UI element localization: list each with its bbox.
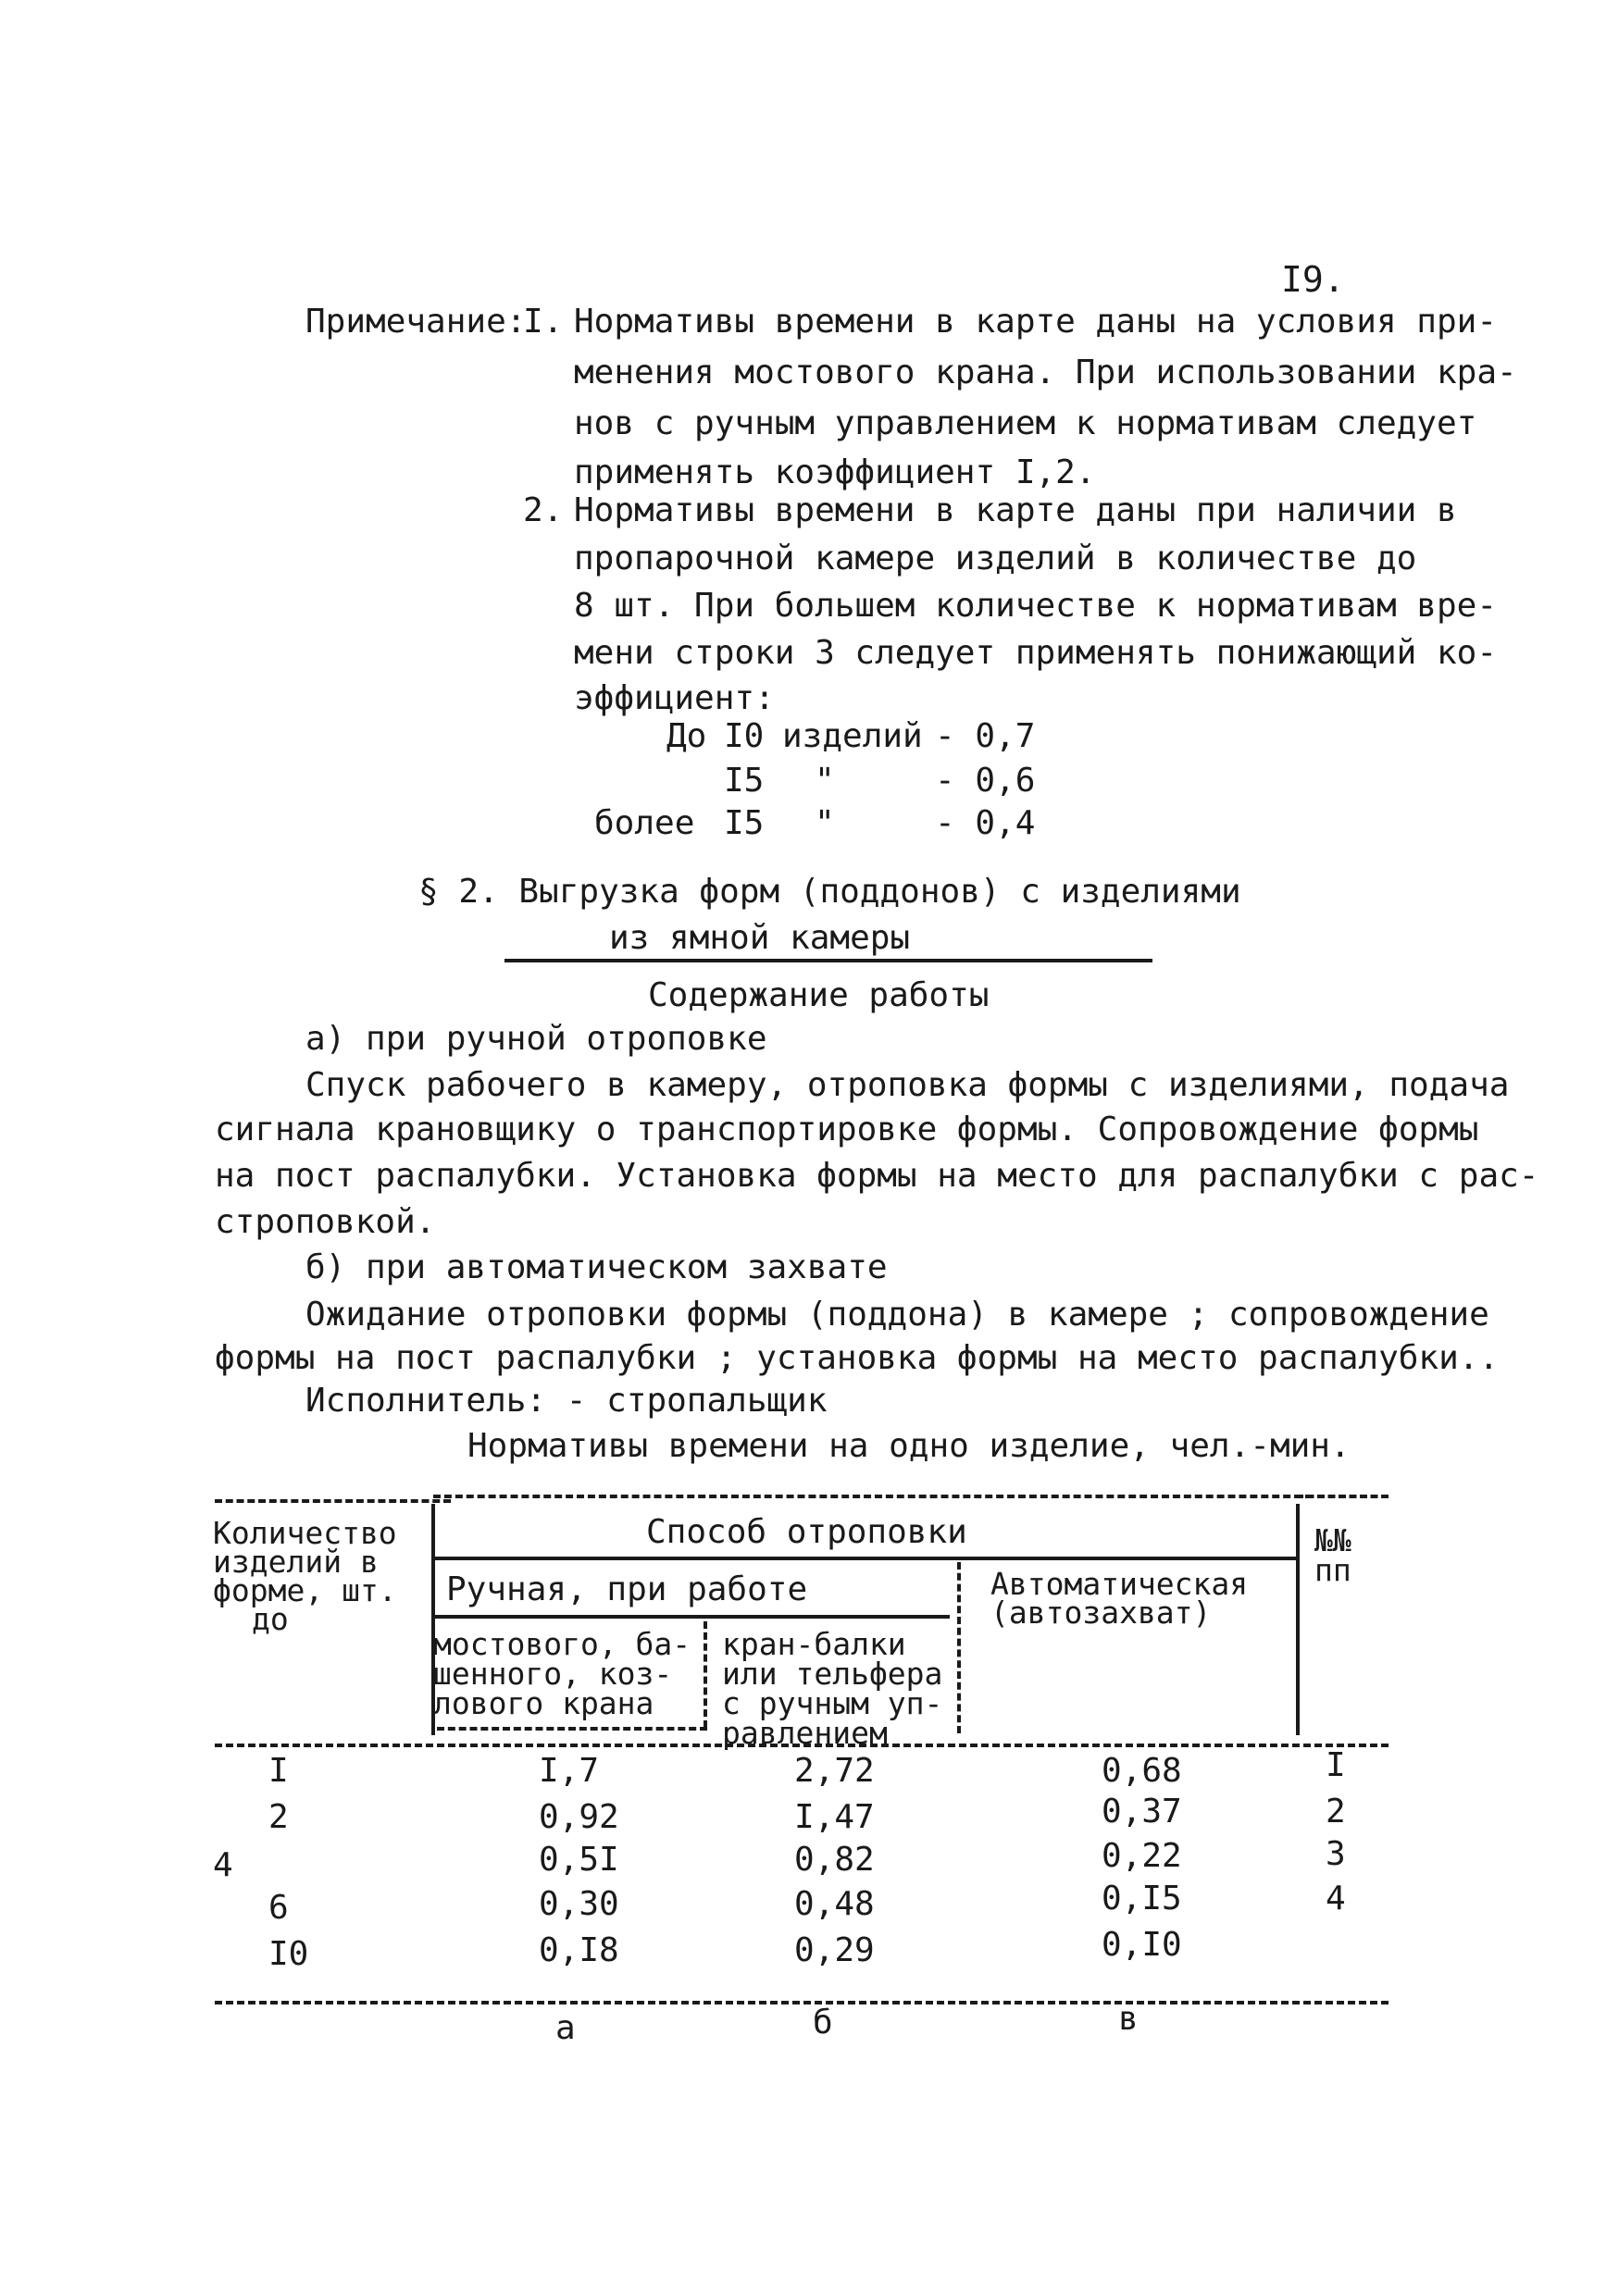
manual-a-header: шенного, коз- (433, 1656, 673, 1692)
row-count: 6 (268, 1889, 289, 1927)
note-item-1-line: менения мостового крана. При использовании кра- (574, 354, 1517, 391)
auto-text-line: Ожидание отроповки формы (поддона) в камере ; сопровождение (305, 1296, 1489, 1334)
column-label-b: б (813, 2004, 833, 2042)
manual-text-line: Спуск рабочего в камеру, отроповка формы с изделиями, подача (305, 1066, 1510, 1104)
coef-value: - 0,7 (935, 717, 1036, 755)
manual-b-header: с ручным уп- (722, 1685, 943, 1721)
performer: Исполнитель: - стропальщик (305, 1382, 828, 1420)
auto-text-line: формы на пост распалубки ; установка формы на место распалубки.. (215, 1339, 1500, 1377)
table-top-rule (1296, 1495, 1389, 1498)
row-count: 4 (213, 1846, 233, 1884)
section-title: § 2. Выгрузка форм (поддонов) с изделиями (418, 873, 1241, 911)
row-number: 2 (1326, 1793, 1346, 1831)
manual-b-header: или тельфера (722, 1656, 943, 1692)
note-item-2-line: 8 шт. При большем количестве к нормативам вре- (574, 587, 1497, 625)
page-number: I9. (1281, 259, 1345, 300)
table-rule (437, 1727, 707, 1731)
title-underline (504, 959, 1152, 962)
table-top-rule (433, 1495, 1313, 1498)
cell-auto: 0,22 (1102, 1837, 1182, 1875)
cell-manual-a: 0,5I (539, 1841, 619, 1879)
row-number-header: пп (1314, 1552, 1351, 1588)
cell-manual-b: I,47 (794, 1798, 875, 1836)
note-item-1-line: применять коэффициент I,2. (574, 453, 1096, 491)
table-divider (1296, 1504, 1300, 1735)
note-item-1-line: нов с ручным управлением к нормативам следует (574, 404, 1477, 442)
note-label: Примечание: (305, 303, 527, 341)
manual-heading: а) при ручной отроповке (305, 1020, 767, 1058)
table-rule (431, 1615, 950, 1619)
table-rule (431, 1557, 1296, 1560)
coef-count: I0 (724, 717, 765, 755)
col-count-header: изделий в (213, 1544, 379, 1580)
coef-value: - 0,4 (935, 804, 1036, 842)
table-divider (704, 1621, 707, 1728)
cell-auto: 0,37 (1102, 1793, 1182, 1831)
cell-manual-b: 0,82 (794, 1841, 875, 1879)
coef-prefix: До (666, 717, 707, 755)
coef-word: " (815, 804, 835, 842)
content-heading: Содержание работы (648, 976, 990, 1014)
cell-auto: 0,68 (1102, 1752, 1182, 1790)
row-number: I (1326, 1746, 1346, 1784)
method-header: Способ отроповки (646, 1513, 967, 1551)
table-top-rule (215, 1499, 451, 1503)
note-item-2-line: эффициент: (574, 679, 775, 717)
row-count: 2 (268, 1798, 289, 1836)
note-item-1-number: I. (523, 303, 564, 341)
manual-text-line: строповкой. (215, 1203, 436, 1241)
cell-manual-a: 0,30 (539, 1885, 619, 1923)
row-number: 3 (1326, 1835, 1346, 1873)
manual-a-header: лового крана (433, 1685, 654, 1721)
coef-value: - 0,6 (935, 762, 1036, 800)
row-number-header: №№ (1314, 1522, 1351, 1558)
col-count-header: форме, шт. (213, 1572, 397, 1608)
section-title-line-2: из ямной камеры (609, 919, 911, 957)
note-item-2-line: пропарочной камере изделий в количестве до (574, 540, 1417, 577)
row-count: I0 (268, 1935, 309, 1973)
cell-manual-a: I,7 (539, 1752, 600, 1790)
auto-heading: б) при автоматическом захвате (305, 1248, 888, 1286)
manual-a-header: мостового, ба- (433, 1626, 691, 1662)
cell-manual-b: 0,29 (794, 1931, 875, 1969)
cell-manual-a: 0,92 (539, 1798, 619, 1836)
note-item-2-line: мени строки 3 следует применять понижающий ко- (574, 634, 1497, 672)
coef-word: " (815, 762, 835, 800)
row-number: 4 (1326, 1880, 1346, 1917)
col-count-header: Количество (213, 1515, 397, 1551)
auto-header: (автозахват) (990, 1595, 1212, 1631)
note-item-2-line: Нормативы времени в карте даны при наличии в (574, 491, 1457, 529)
manual-b-header: равлением (722, 1715, 888, 1751)
note-item-1-line: Нормативы времени в карте даны на условия при- (574, 303, 1497, 341)
table-divider (957, 1562, 961, 1733)
manual-text-line: на пост распалубки. Установка формы на место для распалубки с рас- (215, 1157, 1539, 1195)
table-bottom-rule (215, 2001, 1389, 2004)
column-label-v: в (1118, 2000, 1139, 2038)
cell-manual-b: 0,48 (794, 1885, 875, 1923)
cell-manual-a: 0,I8 (539, 1931, 619, 1969)
manual-header: Ручная, при работе (446, 1570, 808, 1608)
coef-prefix: более (594, 804, 695, 842)
coef-word: изделий (782, 717, 923, 755)
coef-count: I5 (724, 762, 765, 800)
note-item-2-number: 2. (523, 491, 564, 529)
col-count-header: до (252, 1601, 289, 1637)
cell-auto: 0,I0 (1102, 1926, 1182, 1964)
row-count: I (268, 1752, 289, 1790)
coef-count: I5 (724, 804, 765, 842)
cell-auto: 0,I5 (1102, 1880, 1182, 1917)
manual-b-header: кран-балки (722, 1626, 906, 1662)
auto-header: Автоматическая (990, 1566, 1249, 1602)
manual-text-line: сигнала крановщику о транспортировке формы. Сопровождение формы (215, 1111, 1479, 1148)
cell-manual-b: 2,72 (794, 1752, 875, 1790)
norms-caption: Нормативы времени на одно изделие, чел.-мин. (467, 1427, 1351, 1465)
column-label-a: а (555, 2009, 576, 2047)
